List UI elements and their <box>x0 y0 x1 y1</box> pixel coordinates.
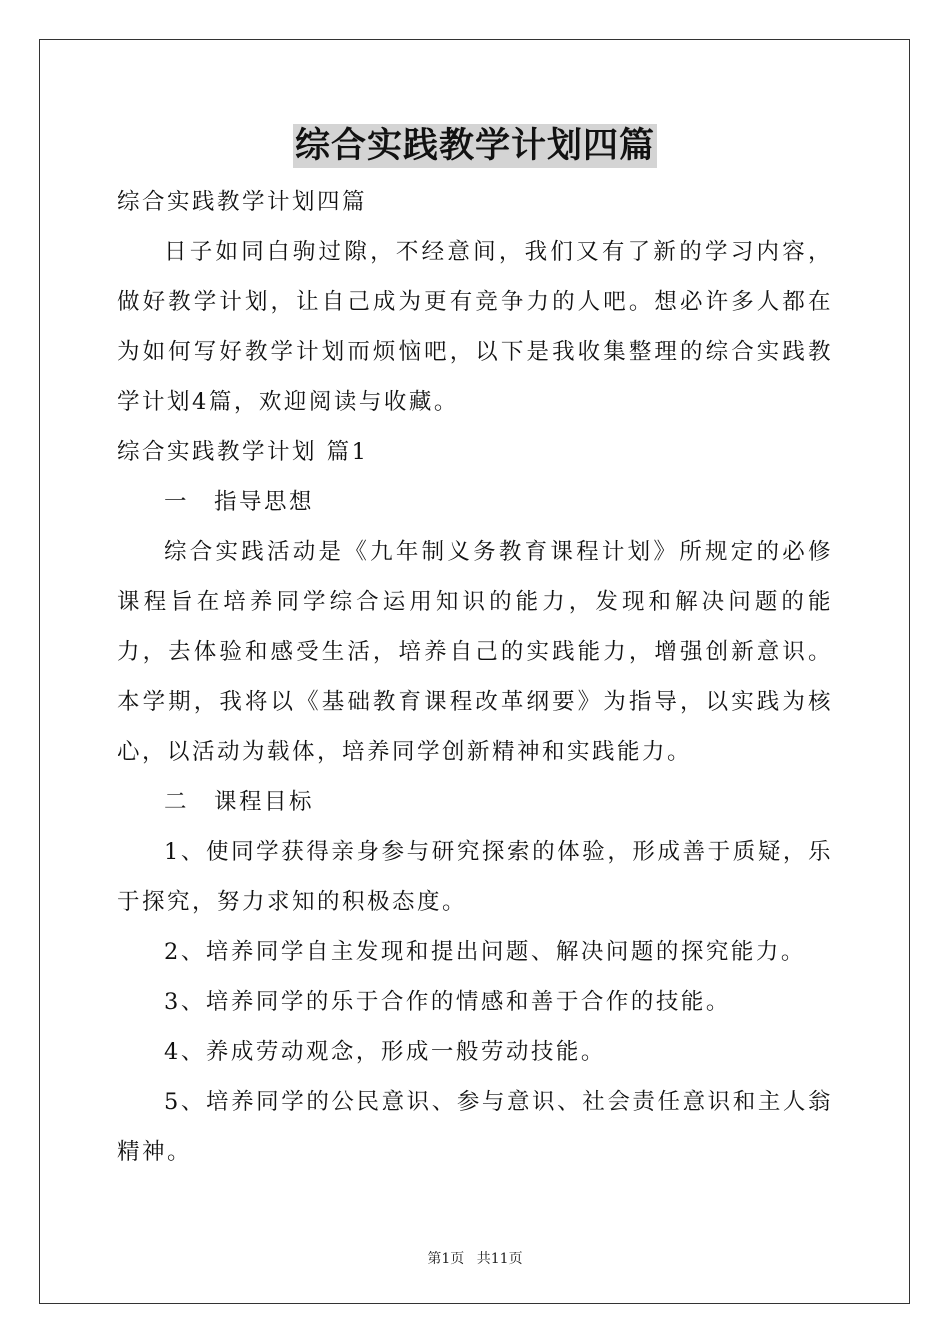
section-heading: 综合实践教学计划 篇1 <box>117 439 369 465</box>
goal-item: 4、养成劳动观念，形成一般劳动技能。 <box>164 1039 606 1065</box>
goal-item: 2、培养同学自主发现和提出问题、解决问题的探究能力。 <box>164 939 806 965</box>
goal-item: 1、使同学获得亲身参与研究探索的体验，形成善于质疑，乐于探究，努力求知的积极态度。 <box>117 839 833 915</box>
document-body <box>117 177 833 1177</box>
document-subtitle: 综合实践教学计划四篇 <box>117 189 368 215</box>
title-container <box>0 124 950 168</box>
guiding-idea-paragraph: 综合实践活动是《九年制义务教育课程计划》所规定的必修课程旨在培养同学综合运用知识的能力，发现和解决问题的能力，去体验和感受生活，培养自己的实践能力，增强创新意识。本学期，我将以《基础教育课程改革纲要》为指导，以实践为核心，以活动为载体，培养同学创新精神和实践能力。 <box>117 539 833 765</box>
intro-paragraph: 日子如同白驹过隙，不经意间，我们又有了新的学习内容，做好教学计划，让自己成为更有竞争力的人吧。想必许多人都在为如何写好教学计划而烦恼吧，以下是我收集整理的综合实践教学计划4篇，欢迎阅读与收藏。 <box>117 239 833 415</box>
total-pages: 共11页 <box>476 1251 523 1267</box>
goal-item: 3、培养同学的乐于合作的情感和善于合作的技能。 <box>164 989 731 1015</box>
goal-item: 5、培养同学的公民意识、参与意识、社会责任意识和主人翁精神。 <box>117 1089 833 1165</box>
heading-course-goals: 二 课程目标 <box>164 789 315 815</box>
page-footer <box>0 1250 950 1268</box>
page-number: 第1页 <box>427 1251 465 1267</box>
document-title: 综合实践教学计划四篇 <box>294 126 655 166</box>
heading-guiding-idea: 一 指导思想 <box>164 489 315 515</box>
